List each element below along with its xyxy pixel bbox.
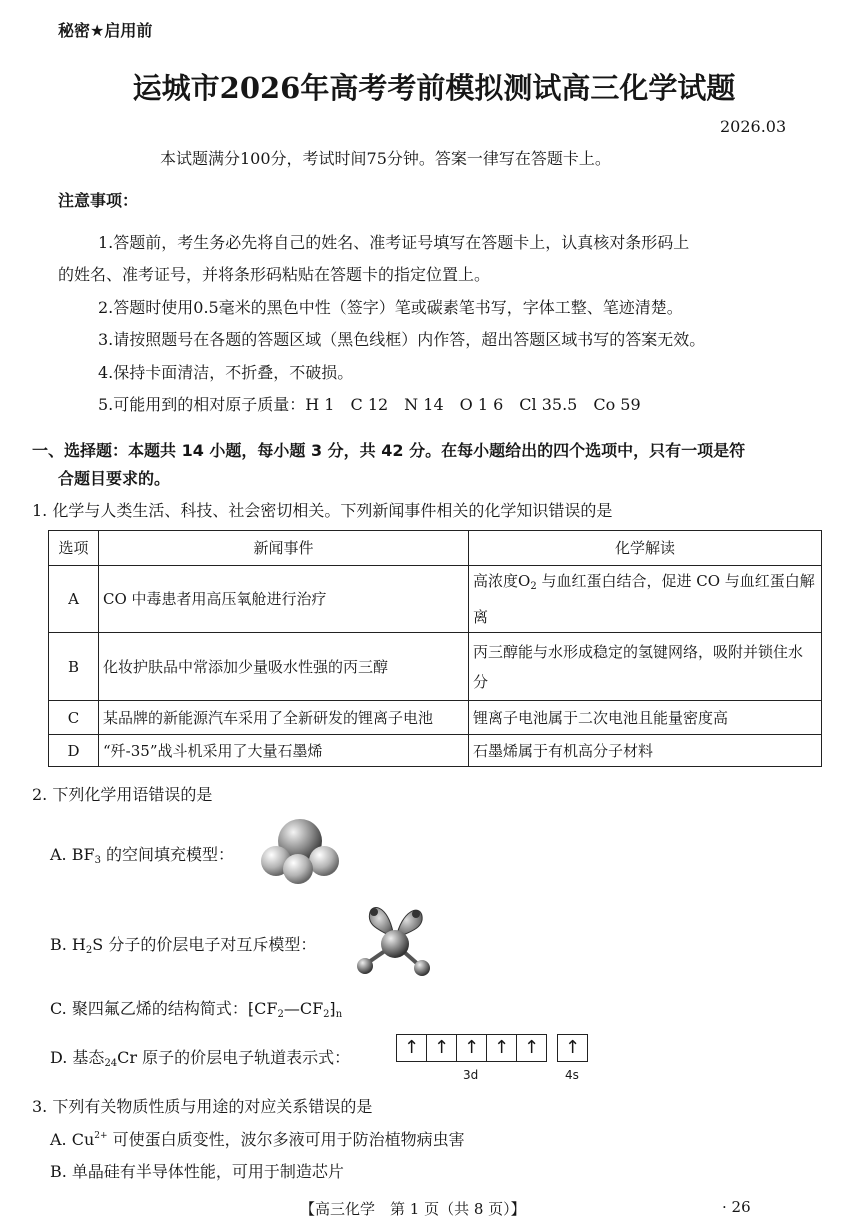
chemistry-interpretation: 锂离子电池属于二次电池且能量密度高 xyxy=(469,701,822,735)
page-code: · 26 xyxy=(722,1198,751,1216)
note-3: 3.请按照题号在各题的答题区域（黑色线框）内作答，超出答题区域书写的答案无效。 xyxy=(98,330,706,349)
table-row xyxy=(49,735,822,767)
note-4: 4.保持卡面清洁，不折叠，不破损。 xyxy=(98,363,354,382)
h2s-vsepr-model-icon xyxy=(352,900,438,982)
notes-heading: 注意事项： xyxy=(58,191,139,210)
note-5: 5.可能用到的相对原子质量：H 1 C 12 N 14 O 1 6 Cl 35.5 Co 59 xyxy=(98,395,641,414)
chemistry-interpretation: 高浓度$O_2$ 与血红蛋白结合，促进 CO 与血红蛋白解离 xyxy=(469,566,822,633)
news-event: 化妆护肤品中常添加少量吸水性强的丙三醇 xyxy=(99,633,469,701)
orbital-box-3d-5: ↑ xyxy=(517,1034,547,1062)
news-event: “歼-35”战斗机采用了大量石墨烯 xyxy=(99,735,469,767)
option-letter: B xyxy=(49,633,99,701)
secrecy-label: 秘密★启用前 xyxy=(58,21,153,40)
orbital-box-3d-4: ↑ xyxy=(487,1034,517,1062)
note-1a: 1.答题前，考生务必先将自己的姓名、准考证号填写在答题卡上，认真核对条形码上 xyxy=(98,233,690,252)
note-2: 2.答题时使用0.5毫米的黑色中性（签字）笔或碳素笔书写，字体工整、笔迹清楚。 xyxy=(98,298,683,317)
q2-stem: 2. 下列化学用语错误的是 xyxy=(32,785,213,804)
table-header-row xyxy=(49,531,822,566)
header-interpretation: 化学解读 xyxy=(469,531,822,566)
orbital-4s-box xyxy=(557,1034,588,1062)
exam-intro: 本试题满分100分，考试时间75分钟。答案一律写在答题卡上。 xyxy=(160,149,611,168)
orbital-box-3d-1: ↑ xyxy=(396,1034,427,1062)
chemistry-interpretation: 丙三醇能与水形成稳定的氢键网络，吸附并锁住水分 xyxy=(469,633,822,701)
orbital-box-4s: ↑ xyxy=(557,1034,588,1062)
orbital-box-3d-3: ↑ xyxy=(457,1034,487,1062)
orbital-box-3d-2: ↑ xyxy=(427,1034,457,1062)
option-letter: A xyxy=(49,566,99,633)
section-heading-line2: 合题目要求的。 xyxy=(58,469,171,488)
q3-stem: 3. 下列有关物质性质与用途的对应关系错误的是 xyxy=(32,1097,373,1116)
q3-option-a: A. $Cu^{2+}$ 可使蛋白质变性，波尔多液可用于防治植物病虫害 xyxy=(50,1130,465,1149)
page-footer: 【高三化学 第 1 页（共 8 页）】 xyxy=(300,1200,526,1218)
q2-option-d: D. 基态$_{24}$Cr 原子的价层电子轨道表示式： xyxy=(50,1048,351,1069)
table-row xyxy=(49,566,822,633)
note-1b: 的姓名、准考证号，并将条形码粘贴在答题卡的指定位置上。 xyxy=(58,265,491,284)
chemistry-interpretation: 石墨烯属于有机高分子材料 xyxy=(469,735,822,767)
option-letter: C xyxy=(49,701,99,735)
option-letter: D xyxy=(49,735,99,767)
q1-stem: 1. 化学与人类生活、科技、社会密切相关。下列新闻事件相关的化学知识错误的是 xyxy=(32,501,613,520)
q2-option-c: C. 聚四氟乙烯的结构简式：$⁅CF_2—CF_2⁆_n$ xyxy=(50,999,343,1020)
header-option: 选项 xyxy=(49,531,99,566)
section-heading-line1: 一、选择题：本题共 14 小题，每小题 3 分，共 42 分。在每小题给出的四个选项中，只有一项是符 xyxy=(32,441,746,460)
q3-option-b: B. 单晶硅有半导体性能，可用于制造芯片 xyxy=(50,1162,344,1181)
q2-option-a: A. $BF_3$ 的空间填充模型： xyxy=(50,845,235,866)
table-row xyxy=(49,633,822,701)
table-row xyxy=(49,701,822,735)
header-event: 新闻事件 xyxy=(99,531,469,566)
q1-table xyxy=(48,530,822,767)
orbital-4s-label: 4s xyxy=(565,1068,579,1082)
news-event: 某品牌的新能源汽车采用了全新研发的锂离子电池 xyxy=(99,701,469,735)
exam-title: 运城市2026年高考考前模拟测试高三化学试题 xyxy=(132,71,736,105)
orbital-3d-boxes xyxy=(396,1034,547,1062)
q2-option-b: B. $H_2S$ 分子的价层电子对互斥模型： xyxy=(50,935,317,956)
bf3-space-filling-model-icon xyxy=(256,815,348,887)
news-event: CO 中毒患者用高压氧舱进行治疗 xyxy=(99,566,469,633)
orbital-3d-label: 3d xyxy=(463,1068,479,1082)
exam-date: 2026.03 xyxy=(720,117,787,136)
